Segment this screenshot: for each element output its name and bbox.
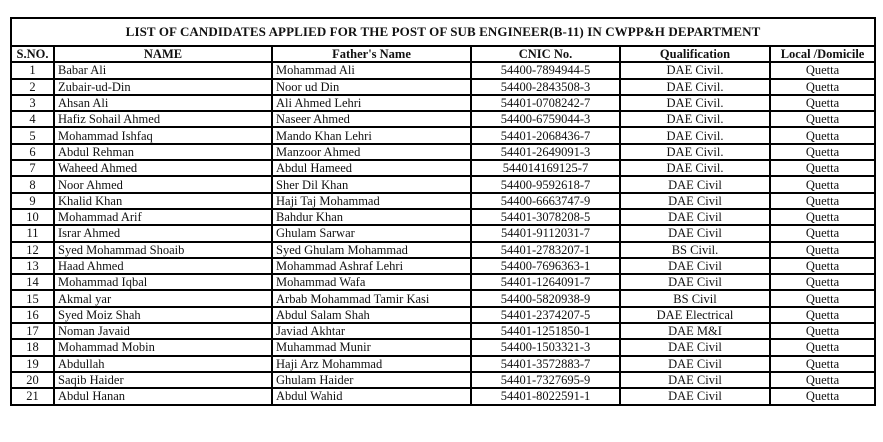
serial-number-cell: 19 bbox=[11, 356, 54, 372]
qualification-cell: DAE Civil. bbox=[620, 160, 770, 176]
qualification-cell: DAE Civil. bbox=[620, 111, 770, 127]
serial-number-cell: 14 bbox=[11, 274, 54, 290]
father-name-cell: Sher Dil Khan bbox=[272, 176, 471, 192]
domicile-cell: Quetta bbox=[770, 274, 875, 290]
name-cell: Zubair-ud-Din bbox=[54, 79, 272, 95]
qualification-cell: DAE Civil. bbox=[620, 95, 770, 111]
domicile-cell: Quetta bbox=[770, 79, 875, 95]
table-row bbox=[11, 160, 875, 176]
domicile-cell: Quetta bbox=[770, 144, 875, 160]
father-name-cell: Mohammad Wafa bbox=[272, 274, 471, 290]
qualification-cell: DAE Civil bbox=[620, 225, 770, 241]
cnic-cell: 54401-7327695-9 bbox=[471, 372, 620, 388]
domicile-cell: Quetta bbox=[770, 127, 875, 143]
qualification-cell: BS Civil bbox=[620, 290, 770, 306]
serial-number-cell: 7 bbox=[11, 160, 54, 176]
father-name-cell: Haji Taj Mohammad bbox=[272, 193, 471, 209]
column-header-sno: S.NO. bbox=[11, 46, 54, 62]
domicile-cell: Quetta bbox=[770, 176, 875, 192]
serial-number-cell: 12 bbox=[11, 242, 54, 258]
qualification-cell: DAE Civil. bbox=[620, 62, 770, 78]
father-name-cell: Manzoor Ahmed bbox=[272, 144, 471, 160]
domicile-cell: Quetta bbox=[770, 388, 875, 404]
cnic-cell: 54401-3572883-7 bbox=[471, 356, 620, 372]
name-cell: Waheed Ahmed bbox=[54, 160, 272, 176]
father-name-cell: Haji Arz Mohammad bbox=[272, 356, 471, 372]
column-header-father-name: Father's Name bbox=[272, 46, 471, 62]
father-name-cell: Ali Ahmed Lehri bbox=[272, 95, 471, 111]
domicile-cell: Quetta bbox=[770, 339, 875, 355]
candidates-sheet bbox=[10, 17, 874, 406]
cnic-cell: 54401-2649091-3 bbox=[471, 144, 620, 160]
qualification-cell: DAE Civil bbox=[620, 258, 770, 274]
serial-number-cell: 1 bbox=[11, 62, 54, 78]
domicile-cell: Quetta bbox=[770, 95, 875, 111]
serial-number-cell: 4 bbox=[11, 111, 54, 127]
father-name-cell: Syed Ghulam Mohammad bbox=[272, 242, 471, 258]
table-row bbox=[11, 225, 875, 241]
serial-number-cell: 13 bbox=[11, 258, 54, 274]
table-row bbox=[11, 274, 875, 290]
name-cell: Syed Mohammad Shoaib bbox=[54, 242, 272, 258]
qualification-cell: DAE M&I bbox=[620, 323, 770, 339]
serial-number-cell: 11 bbox=[11, 225, 54, 241]
serial-number-cell: 2 bbox=[11, 79, 54, 95]
qualification-cell: BS Civil. bbox=[620, 242, 770, 258]
domicile-cell: Quetta bbox=[770, 62, 875, 78]
cnic-cell: 54401-3078208-5 bbox=[471, 209, 620, 225]
name-cell: Abdul Rehman bbox=[54, 144, 272, 160]
cnic-cell: 54400-5820938-9 bbox=[471, 290, 620, 306]
header-row bbox=[11, 46, 875, 62]
name-cell: Israr Ahmed bbox=[54, 225, 272, 241]
serial-number-cell: 5 bbox=[11, 127, 54, 143]
cnic-cell: 54401-2068436-7 bbox=[471, 127, 620, 143]
domicile-cell: Quetta bbox=[770, 323, 875, 339]
cnic-cell: 54400-6759044-3 bbox=[471, 111, 620, 127]
serial-number-cell: 8 bbox=[11, 176, 54, 192]
cnic-cell: 54400-7894944-5 bbox=[471, 62, 620, 78]
domicile-cell: Quetta bbox=[770, 160, 875, 176]
column-header-name: NAME bbox=[54, 46, 272, 62]
name-cell: Mohammad Ishfaq bbox=[54, 127, 272, 143]
column-header-domicile: Local /Domicile bbox=[770, 46, 875, 62]
table-row bbox=[11, 372, 875, 388]
table-row bbox=[11, 176, 875, 192]
table-row bbox=[11, 356, 875, 372]
table-row bbox=[11, 144, 875, 160]
table-row bbox=[11, 95, 875, 111]
table-row bbox=[11, 209, 875, 225]
table-row bbox=[11, 307, 875, 323]
table-row bbox=[11, 127, 875, 143]
qualification-cell: DAE Civil bbox=[620, 193, 770, 209]
serial-number-cell: 3 bbox=[11, 95, 54, 111]
name-cell: Akmal yar bbox=[54, 290, 272, 306]
domicile-cell: Quetta bbox=[770, 258, 875, 274]
cnic-cell: 54400-2843508-3 bbox=[471, 79, 620, 95]
table-row bbox=[11, 242, 875, 258]
serial-number-cell: 15 bbox=[11, 290, 54, 306]
name-cell: Haad Ahmed bbox=[54, 258, 272, 274]
cnic-cell: 54401-2374207-5 bbox=[471, 307, 620, 323]
table-row bbox=[11, 193, 875, 209]
domicile-cell: Quetta bbox=[770, 290, 875, 306]
father-name-cell: Mohammad Ali bbox=[272, 62, 471, 78]
serial-number-cell: 17 bbox=[11, 323, 54, 339]
document-title: LIST OF CANDIDATES APPLIED FOR THE POST OF SUB ENGINEER(B-11) IN CWPP&H DEPARTMENT bbox=[11, 18, 875, 46]
name-cell: Saqib Haider bbox=[54, 372, 272, 388]
cnic-cell: 54401-0708242-7 bbox=[471, 95, 620, 111]
name-cell: Abdullah bbox=[54, 356, 272, 372]
serial-number-cell: 9 bbox=[11, 193, 54, 209]
table-body bbox=[11, 62, 875, 404]
father-name-cell: Noor ud Din bbox=[272, 79, 471, 95]
qualification-cell: DAE Civil bbox=[620, 176, 770, 192]
qualification-cell: DAE Civil. bbox=[620, 127, 770, 143]
qualification-cell: DAE Civil bbox=[620, 339, 770, 355]
serial-number-cell: 6 bbox=[11, 144, 54, 160]
father-name-cell: Ghulam Haider bbox=[272, 372, 471, 388]
cnic-cell: 54401-9112031-7 bbox=[471, 225, 620, 241]
cnic-cell: 54401-8022591-1 bbox=[471, 388, 620, 404]
domicile-cell: Quetta bbox=[770, 372, 875, 388]
name-cell: Mohammad Arif bbox=[54, 209, 272, 225]
father-name-cell: Javiad Akhtar bbox=[272, 323, 471, 339]
father-name-cell: Abdul Hameed bbox=[272, 160, 471, 176]
serial-number-cell: 10 bbox=[11, 209, 54, 225]
cnic-cell: 54401-2783207-1 bbox=[471, 242, 620, 258]
qualification-cell: DAE Civil bbox=[620, 209, 770, 225]
qualification-cell: DAE Civil bbox=[620, 274, 770, 290]
cnic-cell: 54401-1264091-7 bbox=[471, 274, 620, 290]
cnic-cell: 544014169125-7 bbox=[471, 160, 620, 176]
domicile-cell: Quetta bbox=[770, 193, 875, 209]
father-name-cell: Ghulam Sarwar bbox=[272, 225, 471, 241]
serial-number-cell: 16 bbox=[11, 307, 54, 323]
name-cell: Noman Javaid bbox=[54, 323, 272, 339]
father-name-cell: Muhammad Munir bbox=[272, 339, 471, 355]
column-header-cnic: CNIC No. bbox=[471, 46, 620, 62]
cnic-cell: 54400-1503321-3 bbox=[471, 339, 620, 355]
father-name-cell: Arbab Mohammad Tamir Kasi bbox=[272, 290, 471, 306]
cnic-cell: 54400-6663747-9 bbox=[471, 193, 620, 209]
cnic-cell: 54400-9592618-7 bbox=[471, 176, 620, 192]
qualification-cell: DAE Electrical bbox=[620, 307, 770, 323]
table-row bbox=[11, 79, 875, 95]
table-row bbox=[11, 258, 875, 274]
name-cell: Ahsan Ali bbox=[54, 95, 272, 111]
domicile-cell: Quetta bbox=[770, 242, 875, 258]
father-name-cell: Bahdur Khan bbox=[272, 209, 471, 225]
father-name-cell: Mando Khan Lehri bbox=[272, 127, 471, 143]
domicile-cell: Quetta bbox=[770, 356, 875, 372]
name-cell: Mohammad Iqbal bbox=[54, 274, 272, 290]
qualification-cell: DAE Civil bbox=[620, 356, 770, 372]
name-cell: Mohammad Mobin bbox=[54, 339, 272, 355]
name-cell: Babar Ali bbox=[54, 62, 272, 78]
column-header-qualification: Qualification bbox=[620, 46, 770, 62]
title-row bbox=[11, 18, 875, 46]
serial-number-cell: 21 bbox=[11, 388, 54, 404]
name-cell: Noor Ahmed bbox=[54, 176, 272, 192]
table-row bbox=[11, 290, 875, 306]
domicile-cell: Quetta bbox=[770, 307, 875, 323]
serial-number-cell: 18 bbox=[11, 339, 54, 355]
name-cell: Syed Moiz Shah bbox=[54, 307, 272, 323]
father-name-cell: Naseer Ahmed bbox=[272, 111, 471, 127]
domicile-cell: Quetta bbox=[770, 111, 875, 127]
cnic-cell: 54400-7696363-1 bbox=[471, 258, 620, 274]
table-row bbox=[11, 62, 875, 78]
candidates-table bbox=[10, 17, 876, 406]
table-row bbox=[11, 388, 875, 404]
father-name-cell: Abdul Wahid bbox=[272, 388, 471, 404]
domicile-cell: Quetta bbox=[770, 209, 875, 225]
domicile-cell: Quetta bbox=[770, 225, 875, 241]
father-name-cell: Abdul Salam Shah bbox=[272, 307, 471, 323]
qualification-cell: DAE Civil bbox=[620, 372, 770, 388]
qualification-cell: DAE Civil bbox=[620, 388, 770, 404]
name-cell: Abdul Hanan bbox=[54, 388, 272, 404]
name-cell: Hafiz Sohail Ahmed bbox=[54, 111, 272, 127]
father-name-cell: Mohammad Ashraf Lehri bbox=[272, 258, 471, 274]
serial-number-cell: 20 bbox=[11, 372, 54, 388]
cnic-cell: 54401-1251850-1 bbox=[471, 323, 620, 339]
qualification-cell: DAE Civil. bbox=[620, 79, 770, 95]
name-cell: Khalid Khan bbox=[54, 193, 272, 209]
table-row bbox=[11, 111, 875, 127]
table-row bbox=[11, 339, 875, 355]
qualification-cell: DAE Civil. bbox=[620, 144, 770, 160]
table-row bbox=[11, 323, 875, 339]
